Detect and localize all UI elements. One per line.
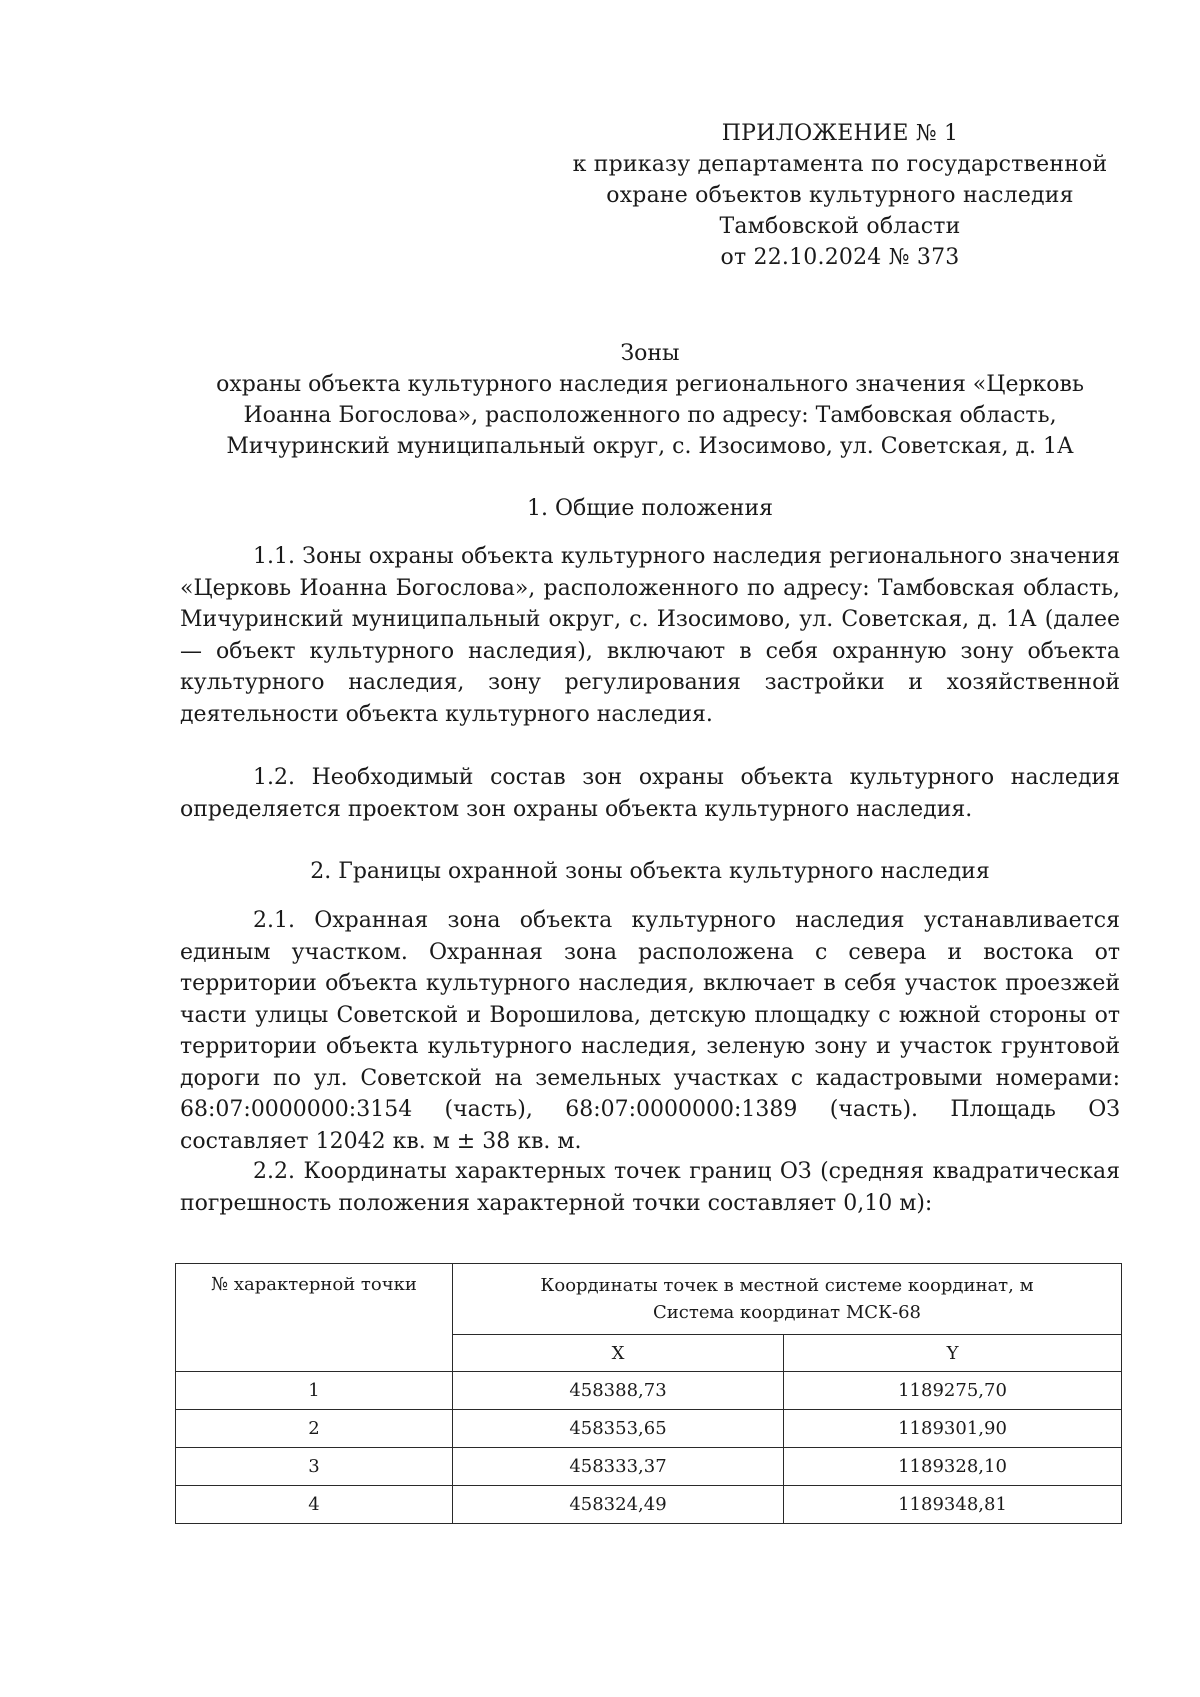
appendix-header [560,118,1120,273]
table-row [176,1486,1122,1524]
cell-x: 458324,49 [453,1486,784,1524]
cell-point-number: 2 [176,1410,453,1448]
title-line: Иоанна Богослова», расположенного по адресу: Тамбовская область, [243,403,1057,428]
cell-x: 458388,73 [453,1372,784,1410]
table-row [176,1448,1122,1486]
title-line: Зоны [620,341,680,366]
title-line: Мичуринский муниципальный округ, с. Изосимово, ул. Советская, д. 1А [226,434,1074,459]
appendix-line: к приказу департамента по государственной [572,152,1108,177]
paragraph-2-2: 2.2. Координаты характерных точек границ ОЗ (средняя квадратическая погрешность положения характерной точки составляет 0,10 м): [180,1159,1120,1216]
table-row [176,1372,1122,1410]
document-title [180,338,1120,462]
cell-y: 1189275,70 [784,1372,1122,1410]
cell-y: 1189328,10 [784,1448,1122,1486]
table-row [176,1410,1122,1448]
header-coordinates [453,1264,1122,1335]
cell-x: 458353,65 [453,1410,784,1448]
appendix-line: Тамбовской области [719,214,961,239]
cell-point-number: 4 [176,1486,453,1524]
title-line: охраны объекта культурного наследия регионального значения «Церковь [216,372,1084,397]
paragraph-2-1: 2.1. Охранная зона объекта культурного наследия устанавливается единым участком. Охранная зона расположена с севера и востока от территории объекта культурного наследия, включает в себя участок проезжей части улицы Советской и Ворошилова, детскую площадку с южной стороны от территории объекта культурного наследия, зеленую зону и участок грунтовой дороги по ул. Советской на земельных участках с кадастровыми номерами: 68:07:0000000:3154 (часть), 68:07:0000000:1389 (часть). Площадь ОЗ составляет 12042 кв. м ± 38 кв. м. [180,908,1120,1154]
header-coordinates-line1: Координаты точек в местной системе координат, м [540,1275,1034,1296]
header-coordinates-line2: Система координат МСК-68 [653,1302,921,1323]
section-heading-boundaries: 2. Границы охранной зоны объекта культурного наследия [310,859,990,884]
cell-y: 1189348,81 [784,1486,1122,1524]
section-heading-general: 1. Общие положения [527,496,773,521]
cell-x: 458333,37 [453,1448,784,1486]
paragraph-1-2: 1.2. Необходимый состав зон охраны объекта культурного наследия определяется проектом зон охраны объекта культурного наследия. [180,765,1120,822]
header-point-number: № характерной точки [176,1264,453,1372]
appendix-line: ПРИЛОЖЕНИЕ № 1 [721,121,959,146]
appendix-line: охране объектов культурного наследия [606,183,1074,208]
cell-y: 1189301,90 [784,1410,1122,1448]
coordinates-table [175,1263,1122,1524]
cell-point-number: 3 [176,1448,453,1486]
header-y: Y [784,1335,1122,1372]
cell-point-number: 1 [176,1372,453,1410]
appendix-line: от 22.10.2024 № 373 [720,245,960,270]
header-x: X [453,1335,784,1372]
paragraph-1-1: 1.1. Зоны охраны объекта культурного наследия регионального значения «Церковь Иоанна Богослова», расположенного по адресу: Тамбовская область, Мичуринский муниципальный округ, с. Изосимово, ул. Советская, д. 1А (далее — объект культурного наследия), включают в себя охранную зону объекта культурного наследия, зону регулирования застройки и хозяйственной деятельности объекта культурного наследия. [180,544,1120,727]
